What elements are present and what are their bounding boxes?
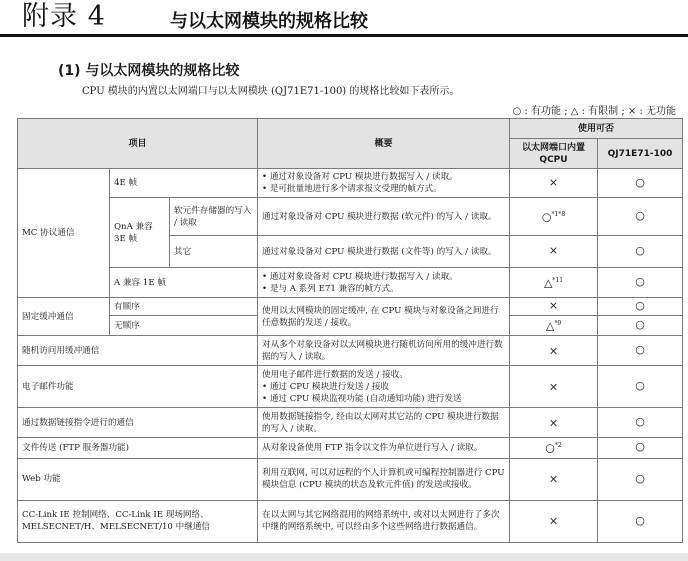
row-overview: 在以太网与其它网络混用的网络系统中, 或对以太网进行了多次中继的网络系统中, 可以经由多个这些网络进行数据通信。 [258, 500, 510, 542]
availability-mark: ○ [635, 379, 645, 393]
cell-builtin [510, 169, 598, 198]
row-overview: 对从多个对象设备对以太网模块进行随机访问所用的缓冲进行数据的写入 / 读取。 [258, 336, 510, 366]
symbol-legend: ○ : 有功能 ; △ : 有限制 ; × : 无功能 [512, 106, 676, 117]
cell-qj71e71 [598, 500, 683, 542]
cell-builtin [510, 336, 598, 366]
row-overview: 使用数据链接指令, 经由以太网对其它站的 CPU 模块进行数据的写入 / 读取。 [258, 408, 510, 438]
availability-mark: ○ [635, 343, 645, 357]
cell-qj71e71 [598, 458, 683, 500]
cell-qj71e71 [598, 316, 683, 336]
availability-mark: ○ [541, 210, 552, 224]
cell-qj71e71 [598, 268, 683, 298]
availability-mark: ○ [635, 513, 645, 527]
header-item: 项目 [18, 119, 258, 169]
cell-builtin [510, 298, 598, 316]
page-title: 与以太网模块的规格比较 [170, 11, 368, 32]
availability-mark: × [548, 175, 559, 189]
availability-mark: ○ [635, 244, 645, 257]
row-overview: 通过对象设备对 CPU 模块进行数据 (软元件) 的写入 / 读取。 [258, 198, 510, 236]
row-item-ordered: 有顺序 [110, 298, 258, 316]
cell-builtin [510, 268, 598, 298]
cell-builtin [510, 408, 598, 438]
cell-builtin [510, 198, 598, 236]
availability-mark: × [548, 416, 559, 430]
page-footer-bar [0, 553, 688, 561]
row-overview: 从对象设备使用 FTP 指令以文件为单位进行写入 / 读取。 [258, 438, 510, 458]
row-overview: 使用以太网模块的固定缓冲, 在 CPU 模块与对象设备之间进行任意数据的发送 / 接收。 [258, 298, 510, 336]
cell-qj71e71 [598, 298, 683, 316]
row-item: CC-Link IE 控制网络、CC-Link IE 现场网络、MELSECNET/H、MELSECNET/10 中继通信 [18, 500, 258, 542]
cell-builtin [510, 500, 598, 542]
availability-mark: × [548, 472, 559, 486]
row-item: Web 功能 [18, 458, 258, 500]
availability-mark: △ [545, 319, 555, 333]
cell-builtin [510, 236, 598, 268]
table-row [18, 169, 683, 198]
availability-mark: ○ [635, 471, 645, 485]
table-row [18, 458, 683, 500]
availability-mark: × [548, 244, 559, 257]
cell-qj71e71 [598, 236, 683, 268]
header-availability: 使用可否 [510, 119, 683, 139]
table-row [18, 438, 683, 458]
cell-qj71e71 [598, 438, 683, 458]
row-label-fixed: 固定缓冲通信 [18, 298, 110, 336]
intro-text: CPU 模块的内置以太网端口与以太网模块 (QJ71E71-100) 的规格比较如下表所示。 [82, 86, 460, 97]
cell-qj71e71 [598, 336, 683, 366]
table-row [18, 268, 683, 298]
row-item-qna: QnA 兼容 3E 帧 [110, 198, 170, 268]
cell-qj71e71 [598, 169, 683, 198]
footnote-ref: *9 [554, 320, 562, 327]
header-overview: 概要 [258, 119, 510, 169]
header-col-builtin-cpu: 以太网端口内置 QCPU [510, 139, 598, 169]
table-row [18, 366, 683, 408]
row-subitem: 软元件存储器的写入 / 读取 [170, 198, 258, 236]
cell-builtin [510, 316, 598, 336]
row-overview: • 通过对象设备对 CPU 模块进行数据写入 / 读取。 • 是与 A 系列 E71 兼容的帧方式。 [258, 268, 510, 298]
availability-mark: × [548, 344, 559, 358]
availability-mark: ○ [635, 440, 645, 454]
row-item: 电子邮件功能 [18, 366, 258, 408]
availability-mark: ○ [635, 299, 645, 312]
simple-rows [18, 336, 683, 542]
row-subitem: 其它 [170, 236, 258, 268]
cell-builtin [510, 458, 598, 500]
footnote-ref: *1*8 [551, 210, 566, 218]
availability-mark: ○ [545, 441, 555, 455]
cell-qj71e71 [598, 408, 683, 438]
row-item-unordered: 无顺序 [110, 316, 258, 336]
availability-mark: × [548, 380, 559, 394]
row-overview: 利用互联网, 可以对远程的个人计算机或可编程控制器进行 CPU 模块信息 (CPU 模块的状态及软元件值) 的发送或接收。 [258, 458, 510, 500]
table-row [18, 336, 683, 366]
cell-builtin [510, 438, 598, 458]
row-item: 随机访问用缓冲通信 [18, 336, 258, 366]
cell-qj71e71 [598, 366, 683, 408]
availability-mark: × [548, 514, 559, 528]
availability-mark: ○ [635, 175, 645, 189]
availability-mark: △ [543, 276, 553, 290]
availability-mark: ○ [635, 415, 645, 429]
header-rule [0, 34, 688, 37]
row-item: 通过数据链接指令进行的通信 [18, 408, 258, 438]
row-item-1e: A 兼容 1E 帧 [110, 268, 258, 298]
availability-mark: ○ [635, 318, 645, 332]
page-header [0, 0, 688, 37]
table-row [18, 198, 683, 236]
availability-mark: ○ [635, 275, 645, 288]
row-item-4e: 4E 帧 [110, 169, 258, 198]
row-overview: 通过对象设备对 CPU 模块进行数据 (文件等) 的写入 / 读取。 [258, 236, 510, 268]
spec-comparison-table [17, 118, 683, 543]
availability-mark: × [548, 299, 559, 312]
footnote-ref: *2 [554, 442, 562, 450]
cell-builtin [510, 366, 598, 408]
table-header-row [18, 119, 683, 139]
row-item: 文件传送 (FTP 服务器功能) [18, 438, 258, 458]
appendix-label: 附录 4 [22, 1, 106, 32]
table-row [18, 500, 683, 542]
table-row [18, 298, 683, 316]
section-title: (1) 与以太网模块的规格比较 [58, 63, 240, 79]
footnote-ref: *11 [552, 276, 564, 284]
row-overview: 使用电子邮件进行数据的发送 / 接收。 • 通过 CPU 模块进行发送 / 接收 • 通过 CPU 模块监视功能 (自动通知功能) 进行发送 [258, 366, 510, 408]
availability-mark: ○ [635, 209, 645, 222]
cell-qj71e71 [598, 198, 683, 236]
table-row [18, 408, 683, 438]
row-label-mc: MC 协议通信 [18, 169, 110, 298]
header-col-qj71e71: QJ71E71-100 [598, 139, 683, 169]
row-overview: • 通过对象设备对 CPU 模块进行数据写入 / 读取。 • 是可批量地进行多个请求报文受理的帧方式。 [258, 169, 510, 198]
